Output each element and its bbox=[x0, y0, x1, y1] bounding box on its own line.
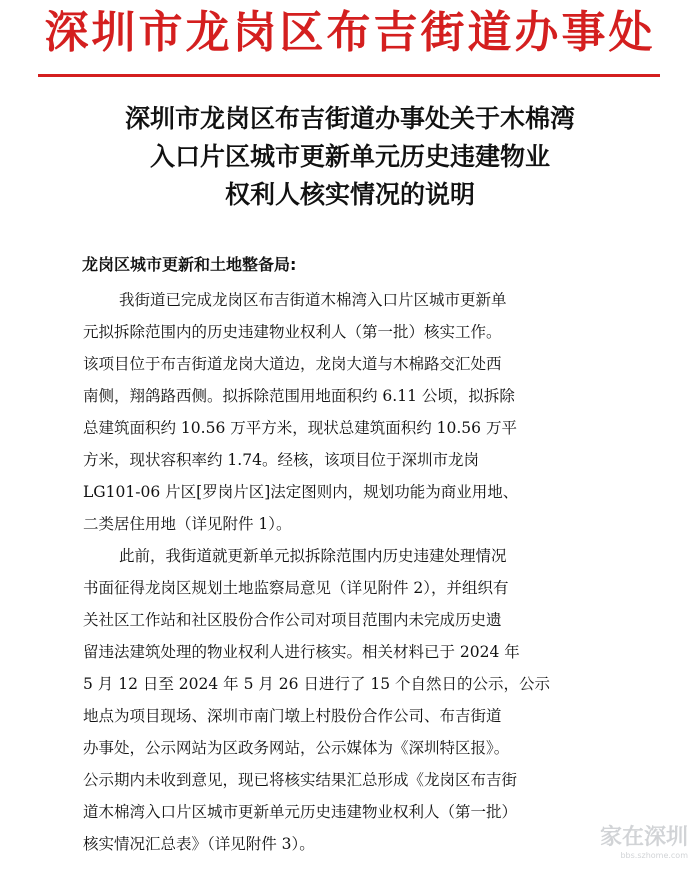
paragraph-line: 二类居住用地（详见附件 1）。 bbox=[83, 515, 292, 533]
watermark-domain: bbs.szhome.com bbox=[620, 851, 688, 860]
paragraph-line: 方米，现状容积率约 1.74。经核，该项目位于深圳市龙岗 bbox=[83, 451, 479, 469]
paragraph-line: 5 月 12 日至 2024 年 5 月 26 日进行了 15 个自然日的公示，公示 bbox=[83, 675, 551, 693]
letterhead-red-rule bbox=[38, 74, 660, 77]
title-line: 深圳市龙岗区布吉街道办事处关于木棉湾 bbox=[124, 104, 575, 133]
paragraph-line: 元拟拆除范围内的历史违建物业权利人（第一批）核实工作。 bbox=[83, 323, 502, 341]
paragraph-line: 办事处，公示网站为区政务网站，公示媒体为《深圳特区报》。 bbox=[83, 739, 510, 757]
paragraph-line: 该项目位于布吉街道龙岗大道边，龙岗大道与木棉路交汇处西 bbox=[83, 355, 502, 373]
document-title bbox=[0, 100, 700, 214]
title-line: 入口片区城市更新单元历史违建物业 bbox=[149, 142, 550, 171]
paragraph-line: 书面征得龙岗区规划土地监察局意见（详见附件 2），并组织有 bbox=[83, 579, 509, 597]
paragraph-line: 留违法建筑处理的物业权利人进行核实。相关材料已于 2024 年 bbox=[83, 643, 520, 661]
paragraph-line: 关社区工作站和社区股份合作公司对项目范围内未完成历史遗 bbox=[83, 611, 502, 629]
paragraph-line: 地点为项目现场、深圳市南门墩上村股份合作公司、布吉街道 bbox=[83, 707, 502, 725]
watermark-logo-text: 家在深圳 bbox=[599, 825, 688, 850]
paragraph-line: 核实情况汇总表》（详见附件 3）。 bbox=[83, 835, 315, 853]
paragraph-line: 南侧，翔鸽路西侧。拟拆除范围用地面积约 6.11 公顷，拟拆除 bbox=[83, 387, 515, 405]
body-paragraph-1 bbox=[83, 284, 623, 540]
paragraph-line: LG101-06 片区[罗岗片区]法定图则内，规划功能为商业用地、 bbox=[83, 483, 519, 501]
paragraph-line: 我街道已完成龙岗区布吉街道木棉湾入口片区城市更新单 bbox=[119, 291, 507, 309]
body-paragraph-2 bbox=[83, 540, 623, 860]
paragraph-line: 道木棉湾入口片区城市更新单元历史违建物业权利人（第一批） bbox=[83, 803, 518, 821]
letterhead-org-name: 深圳市龙岗区布吉街道办事处 bbox=[44, 7, 656, 58]
title-line: 权利人核实情况的说明 bbox=[224, 180, 475, 209]
paragraph-line: 此前，我街道就更新单元拟拆除范围内历史违建处理情况 bbox=[119, 547, 507, 565]
addressee: 龙岗区城市更新和土地整备局: bbox=[82, 255, 297, 274]
paragraph-line: 总建筑面积约 10.56 万平方米，现状总建筑面积约 10.56 万平 bbox=[83, 419, 517, 437]
paragraph-line: 公示期内未收到意见，现已将核实结果汇总形成《龙岗区布吉街 bbox=[83, 771, 518, 789]
site-watermark bbox=[600, 820, 692, 860]
